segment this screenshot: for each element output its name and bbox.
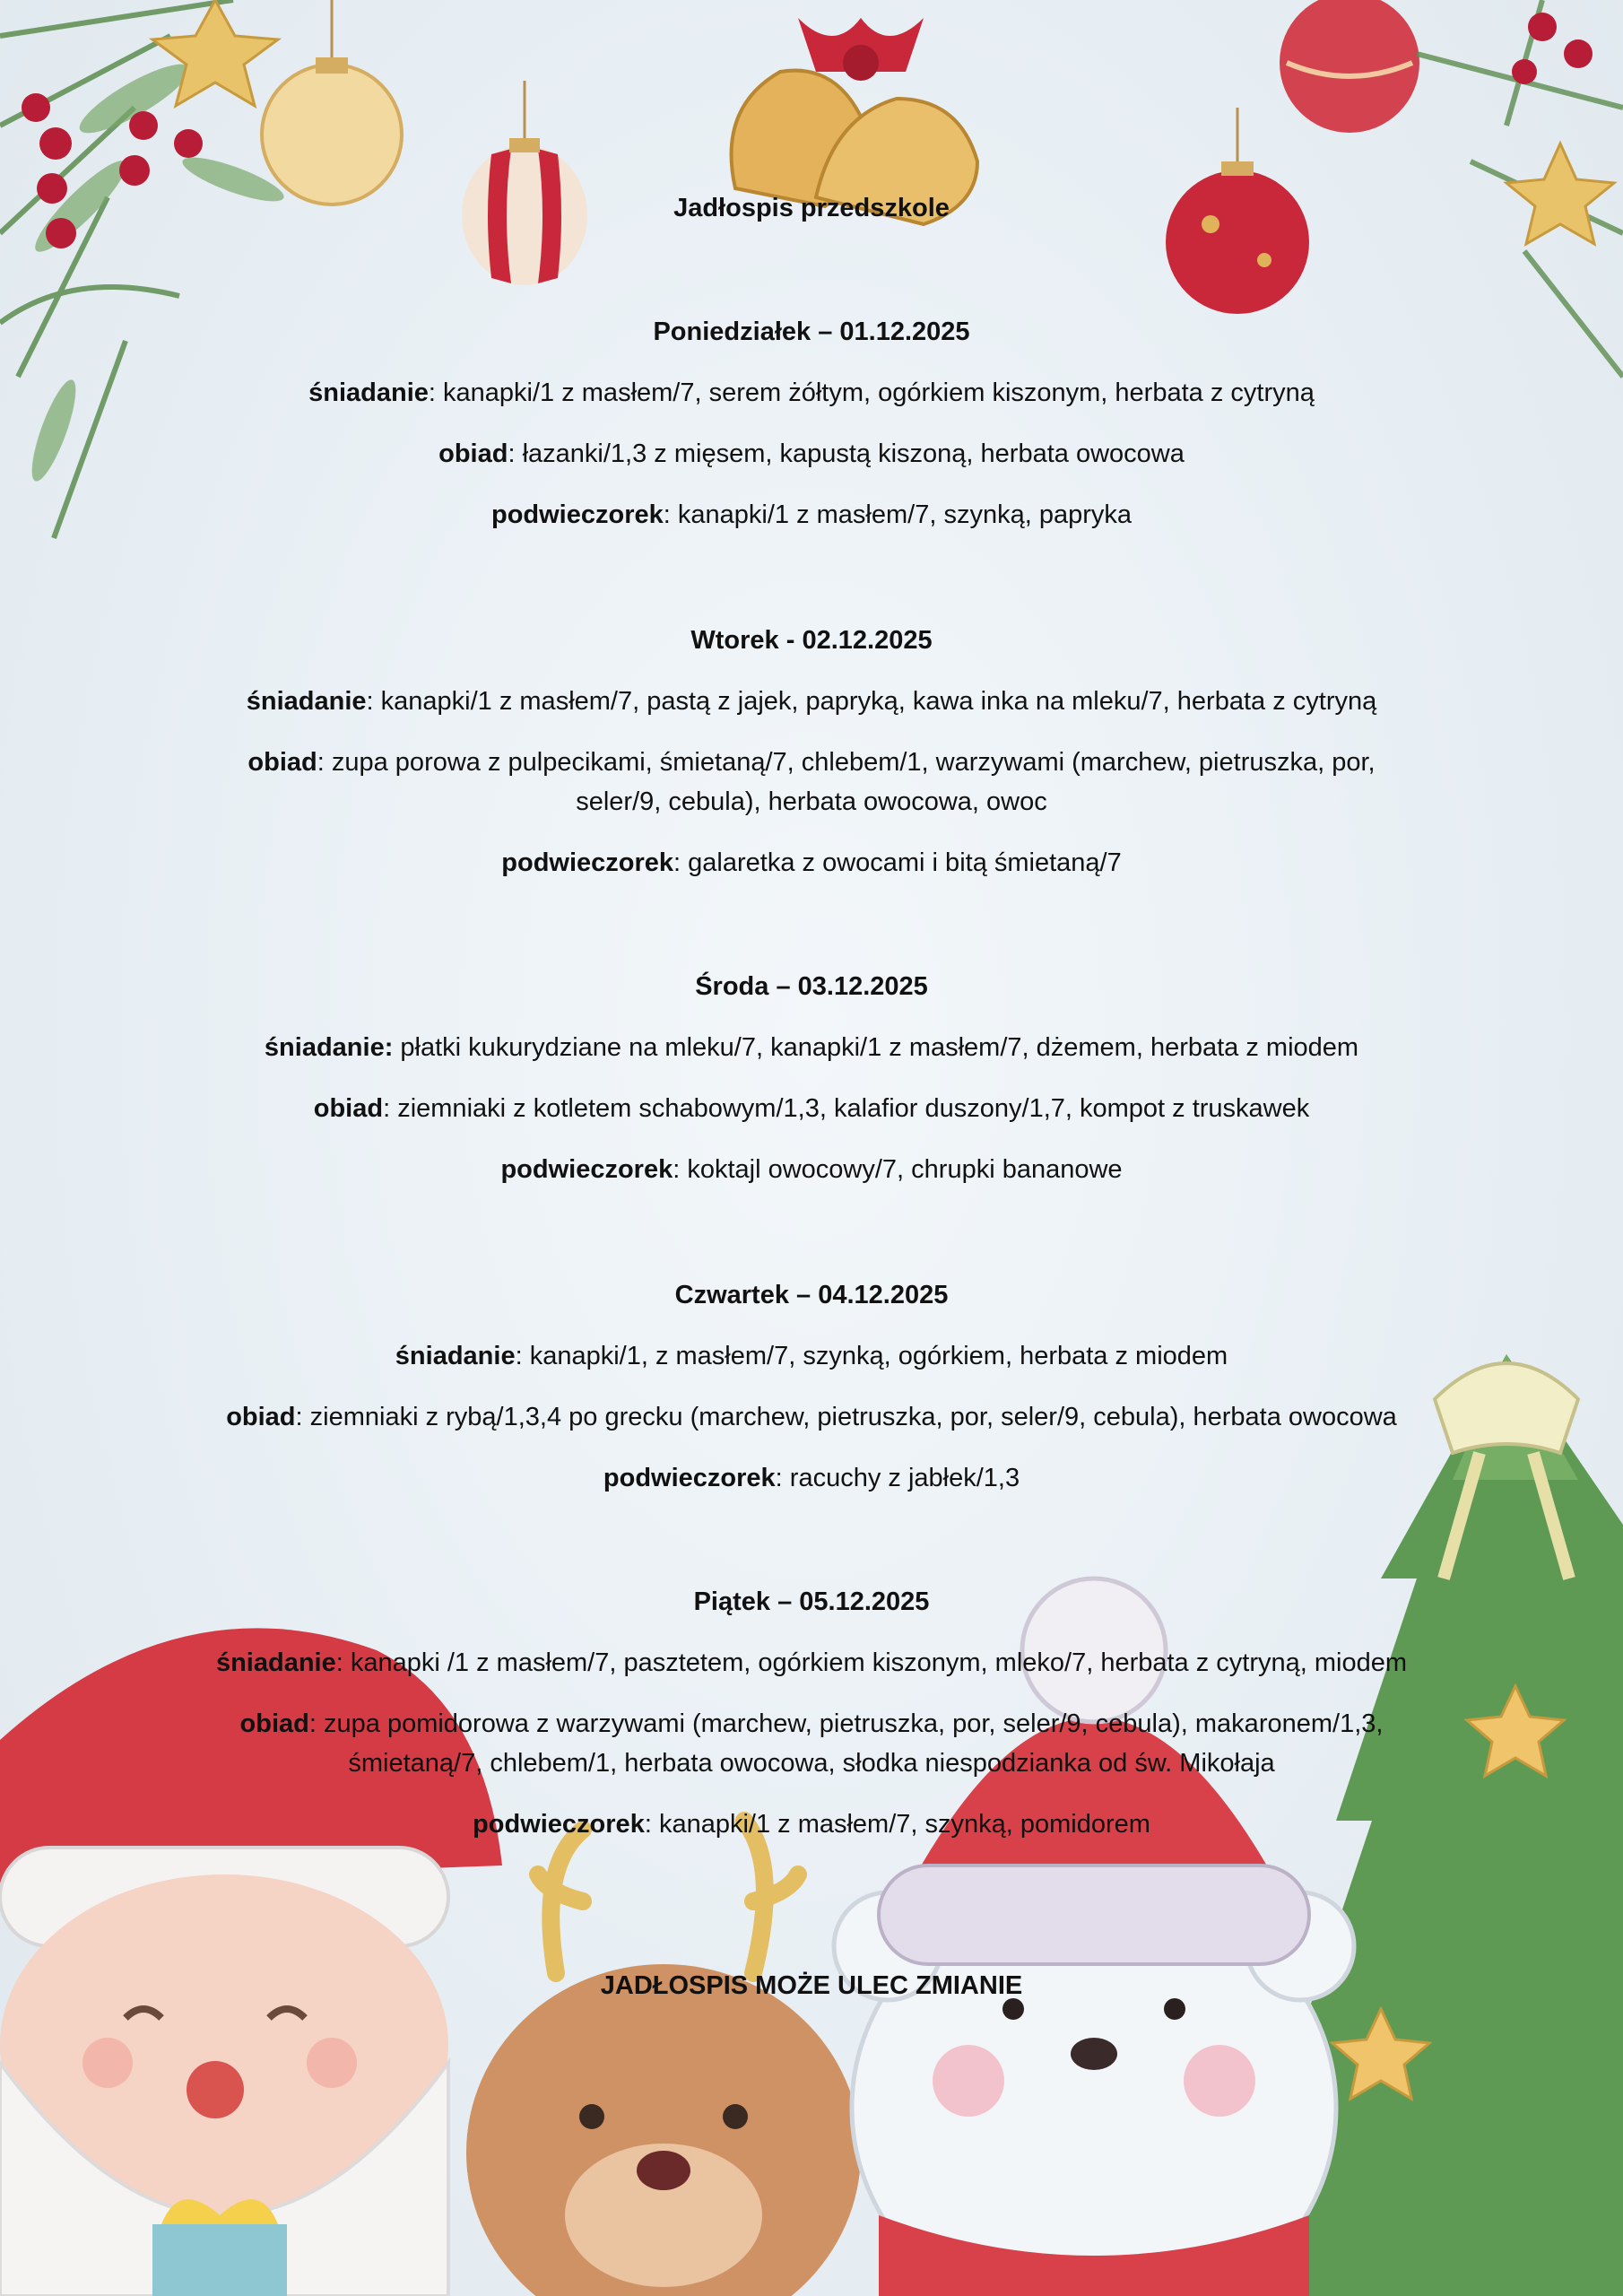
day-section-tuesday (170, 621, 1453, 904)
meal-text: : ziemniaki z rybą/1,3,4 po grecku (marchew, pietruszka, por, seler/9, cebula), herbata owocowa (295, 1403, 1397, 1431)
meal-label: śniadanie (246, 687, 367, 716)
meal-lunch (135, 1397, 1488, 1437)
meal-snack (170, 1805, 1453, 1844)
meal-text: : koktajl owocowy/7, chrupki bananowe (673, 1155, 1123, 1184)
meal-snack (170, 1458, 1453, 1498)
day-heading: Środa – 03.12.2025 (695, 972, 928, 1001)
meal-label: śniadanie (395, 1342, 516, 1370)
meal-label: podwieczorek (490, 500, 664, 529)
day-section-friday (170, 1582, 1453, 1866)
day-section-thursday (170, 1275, 1453, 1519)
meal-lunch (170, 743, 1453, 822)
bauble-icon (462, 81, 587, 285)
meal-label: obiad (247, 748, 317, 777)
meal-label: obiad (226, 1403, 296, 1431)
page-title: Jadłospis przedszkole (673, 194, 950, 222)
day-heading: Piątek – 05.12.2025 (693, 1587, 930, 1616)
meal-label: podwieczorek (603, 1464, 776, 1492)
meal-text: : zupa pomidorowa z warzywami (marchew, pietruszka, por, seler/9, cebula), makaronem/1,3, śmietaną/7, chlebem/1, herbata owocowa, słodka niespodzianka od św. Mikołaja (308, 1709, 1384, 1778)
meal-label: podwieczorek (473, 1810, 645, 1839)
meal-breakfast (170, 682, 1453, 721)
meal-label: obiad (438, 439, 508, 468)
meal-text: : kanapki/1 z masłem/7, pastą z jajek, papryką, kawa inka na mleku/7, herbata z cytryną (366, 687, 1377, 716)
meal-label: obiad (313, 1094, 384, 1123)
meal-text: : kanapki /1 z masłem/7, pasztetem, ogórkiem kiszonym, mleko/7, herbata z cytryną, miodem (335, 1648, 1408, 1677)
meal-lunch (170, 1704, 1453, 1783)
day-section-wednesday (170, 967, 1453, 1211)
star-icon (1506, 144, 1614, 244)
meal-text: : racuchy z jabłek/1,3 (775, 1464, 1020, 1492)
meal-text: : galaretka z owocami i bitą śmietaną/7 (673, 848, 1122, 877)
meal-text: : zupa porowa z pulpecikami, śmietaną/7, chlebem/1, warzywami (marchew, pietruszka, por, seler/9, cebula), herbata owocowa, owoc (317, 748, 1376, 816)
meal-lunch (170, 1089, 1453, 1128)
meal-snack (170, 843, 1453, 883)
meal-label: obiad (239, 1709, 309, 1738)
meal-lunch (170, 434, 1453, 474)
meal-text: : kanapki/1, z masłem/7, szynką, ogórkiem, herbata z miodem (515, 1342, 1228, 1370)
day-heading: Czwartek – 04.12.2025 (674, 1281, 949, 1309)
meal-text: : łazanki/1,3 z mięsem, kapustą kiszoną, herbata owocowa (508, 439, 1185, 468)
meal-breakfast (170, 1028, 1453, 1067)
meal-text: : kanapki/1 z masłem/7, serem żółtym, ogórkiem kiszonym, herbata z cytryną (428, 378, 1315, 407)
day-heading: Poniedziałek – 01.12.2025 (653, 317, 970, 346)
meal-snack (170, 495, 1453, 535)
meal-text: : kanapki/1 z masłem/7, szynką, papryka (663, 500, 1132, 529)
meal-snack (170, 1150, 1453, 1189)
meal-label: podwieczorek (500, 1155, 673, 1184)
meal-text: płatki kukurydziane na mleku/7, kanapki/1 z masłem/7, dżemem, herbata z miodem (393, 1033, 1359, 1062)
meal-breakfast (170, 1336, 1453, 1376)
meal-text: : ziemniaki z kotletem schabowym/1,3, kalafior duszony/1,7, kompot z truskawek (383, 1094, 1310, 1123)
reindeer-illustration (466, 1821, 861, 2296)
bauble-icon (1280, 0, 1419, 133)
menu-change-note: JADŁOSPIS MOŻE ULEC ZMIANIE (600, 1971, 1023, 2000)
meal-label: śniadanie (308, 378, 429, 407)
meal-label: podwieczorek (501, 848, 674, 877)
meal-text: : kanapki/1 z masłem/7, szynką, pomidorem (644, 1810, 1150, 1839)
meal-label: śniadanie: (264, 1033, 394, 1062)
meal-breakfast (170, 373, 1453, 413)
day-heading: Wtorek - 02.12.2025 (690, 626, 933, 655)
meal-label: śniadanie (215, 1648, 336, 1677)
meal-breakfast (170, 1643, 1453, 1683)
day-section-monday (170, 312, 1453, 556)
bauble-icon (262, 0, 402, 204)
